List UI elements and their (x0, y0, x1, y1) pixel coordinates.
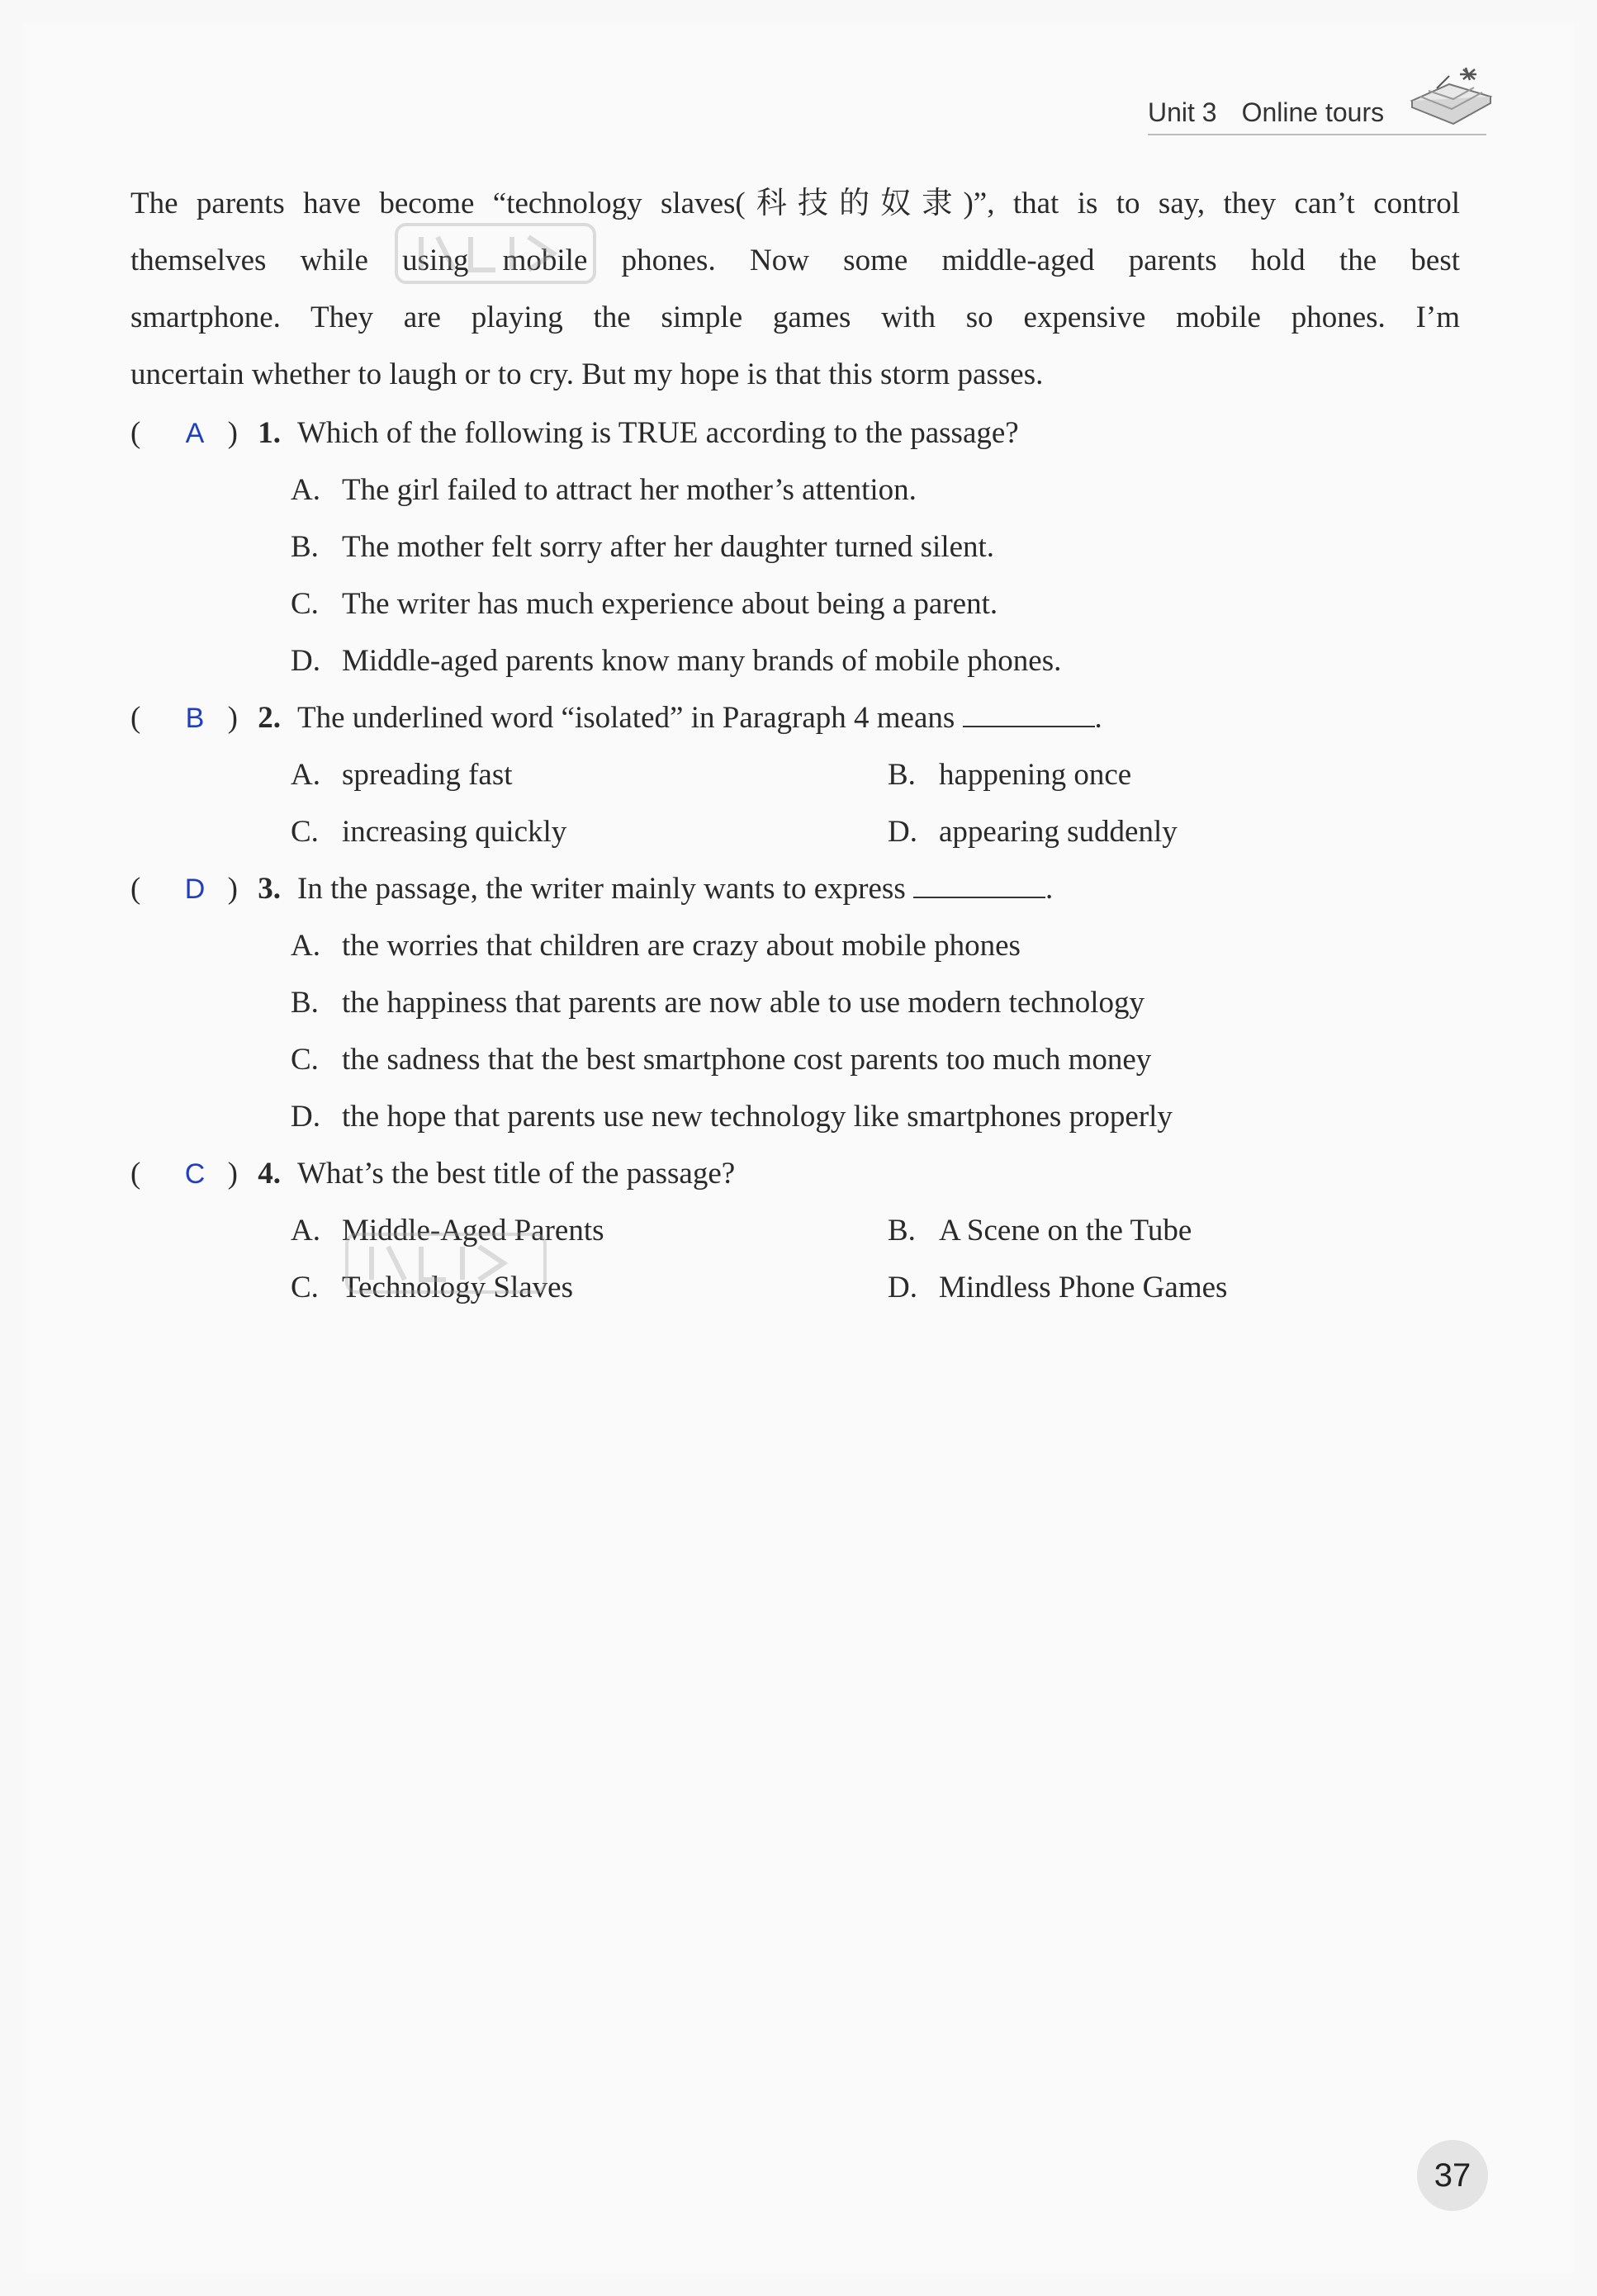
question-3: ( D ) 3. In the passage, the writer mainly wants to express . (130, 860, 1053, 917)
unit-title: Online tours (1241, 97, 1385, 127)
answer-1: A (185, 418, 205, 449)
question-1: ( A ) 1. Which of the following is TRUE according to the passage? (130, 405, 1019, 462)
option-3b: B. the happiness that parents are now able to use modern technology (291, 986, 1144, 1020)
question-stem: What’s the best title of the passage? (297, 1157, 736, 1191)
option-2c: C. increasing quickly (291, 815, 567, 849)
option-2b: B. happening once (888, 758, 1132, 792)
unit-label: Unit 3 (1148, 97, 1217, 127)
option-4b: B. A Scene on the Tube (888, 1214, 1192, 1247)
answer-blank (963, 698, 1095, 727)
passage (130, 175, 1460, 403)
passage-line: themselves while using mobile phones. Now some middle-aged parents hold the best (130, 244, 1460, 277)
option-1a: A. The girl failed to attract her mother’s attention. (291, 473, 917, 507)
page-number: 37 (1434, 2156, 1471, 2194)
answer-3: D (184, 873, 206, 905)
question-number: 1. (258, 416, 281, 450)
option-3c: C. the sadness that the best smartphone cost parents too much money (291, 1043, 1152, 1077)
option-4c: C. Technology Slaves (291, 1271, 573, 1304)
option-3d: D. the hope that parents use new technology like smartphones properly (291, 1100, 1173, 1134)
watermark-logo (339, 1226, 553, 1300)
passage-line: uncertain whether to laugh or to cry. But my hope is that this storm passes. (130, 357, 1044, 391)
option-1d: D. Middle-aged parents know many brands of mobile phones. (291, 644, 1062, 678)
option-2d: D. appearing suddenly (888, 815, 1178, 849)
watermark-logo (388, 216, 603, 291)
running-header (1148, 97, 1384, 128)
answer-blank (913, 869, 1045, 898)
option-2a: A. spreading fast (291, 758, 513, 792)
question-stem: The underlined word “isolated” in Paragraph 4 means (297, 701, 955, 735)
option-1c: C. The writer has much experience about being a parent. (291, 587, 998, 621)
passage-line: smartphone. They are playing the simple games with so expensive mobile phones. I’m (130, 301, 1460, 334)
page-number-badge (1417, 2140, 1488, 2211)
option-4d: D. Mindless Phone Games (888, 1271, 1228, 1304)
option-4a: A. Middle-Aged Parents (291, 1214, 604, 1247)
question-number: 4. (258, 1157, 281, 1191)
passage-line: The parents have become “technology slaves(科技的奴隶)”, that is to say, they can’t control (130, 187, 1460, 220)
book-icon (1404, 51, 1495, 142)
question-4: ( C ) 4. What’s the best title of the passage? (130, 1145, 735, 1202)
answer-4: C (184, 1158, 206, 1190)
question-stem: Which of the following is TRUE according to the passage? (297, 416, 1019, 450)
option-3a: A. the worries that children are crazy about mobile phones (291, 929, 1021, 963)
question-number: 2. (258, 701, 281, 735)
answer-2: B (185, 703, 205, 734)
option-1b: B. The mother felt sorry after her daughter turned silent. (291, 530, 995, 564)
question-stem: In the passage, the writer mainly wants to express (297, 872, 906, 906)
question-number: 3. (258, 872, 281, 906)
question-2: ( B ) 2. The underlined word “isolated” in Paragraph 4 means . (130, 689, 1102, 746)
